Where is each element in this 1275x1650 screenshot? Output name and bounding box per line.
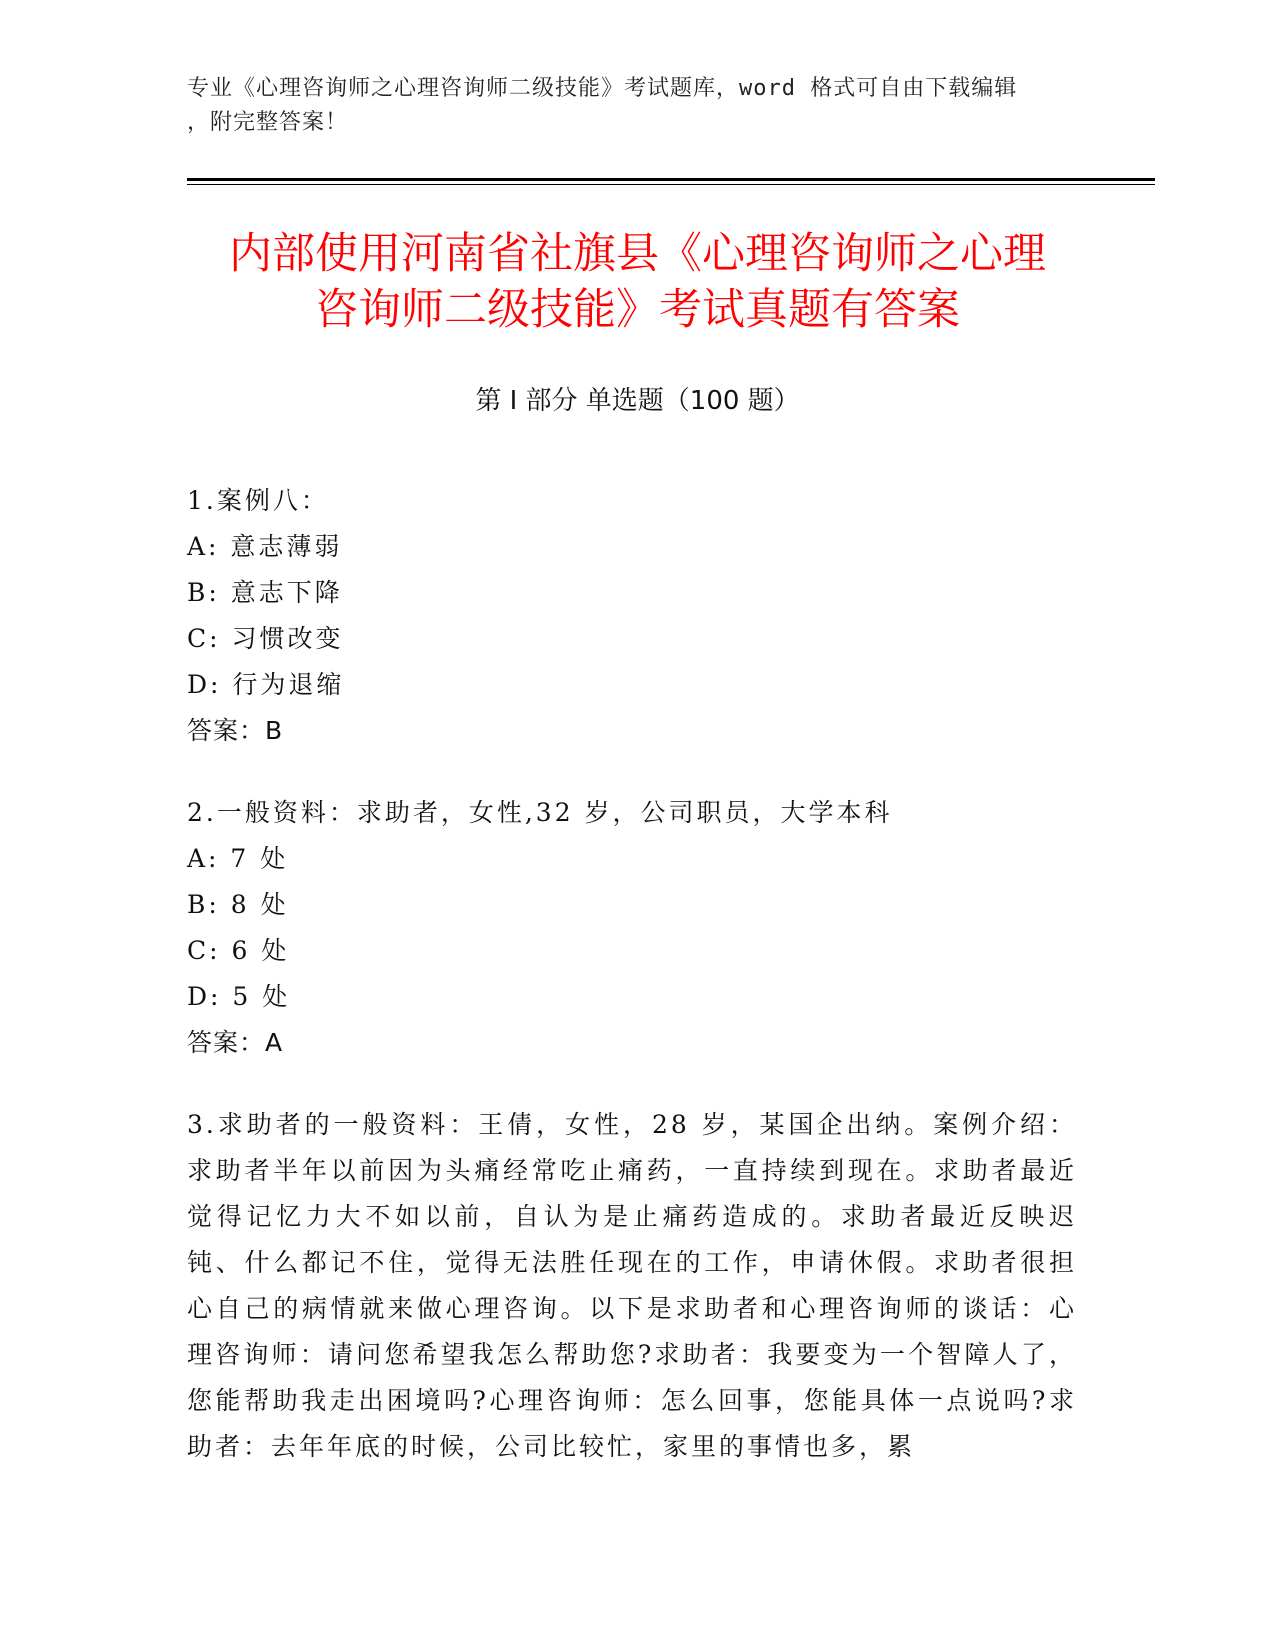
header-rule-thin — [187, 184, 1155, 185]
header-note — [187, 72, 1067, 140]
option-a: A: 7 处 — [187, 844, 289, 873]
option-d: D: 行为退缩 — [187, 670, 345, 699]
question-stem: 1.案例八： — [187, 486, 329, 515]
option-a: A: 意志薄弱 — [187, 532, 343, 561]
question-3 — [187, 1102, 1077, 1470]
option-b: B: 8 处 — [187, 890, 289, 919]
question-list — [187, 478, 1077, 1506]
answer: 答案：A — [187, 1028, 284, 1057]
option-c: C: 习惯改变 — [187, 624, 344, 653]
document-title-line-1: 内部使用河南省社旗县《心理咨询师之心理 — [229, 229, 1046, 279]
header-note-line-2: ，附完整答案！ — [187, 110, 349, 135]
option-d: D: 5 处 — [187, 982, 291, 1011]
option-b: B: 意志下降 — [187, 578, 343, 607]
section-heading: 第 I 部分 单选题（100 题） — [475, 386, 800, 416]
question-stem: 3.求助者的一般资料：王倩，女性，28 岁，某国企出纳。案例介绍：求助者半年以前因为头痛经常吃止痛药，一直持续到现在。求助者最近觉得记忆力大不如以前，自认为是止痛药造成的。求助者最近反映迟钝、什么都记不住，觉得无法胜任现在的工作，申请休假。求助者很担心自己的病情就来做心理咨询。以下是求助者和心理咨询师的谈话：心理咨询师：请问您希望我怎么帮助您?求助者：我要变为一个智障人了，您能帮助我走出困境吗?心理咨询师：怎么回事，您能具体一点说吗?求助者：去年年底的时候，公司比较忙，家里的事情也多，累 — [187, 1110, 1077, 1461]
question-1 — [187, 478, 1077, 754]
document-title-line-2: 咨询师二级技能》考试真题有答案 — [315, 285, 960, 335]
answer: 答案：B — [187, 716, 284, 745]
document-title — [150, 226, 1125, 338]
header-rule-thick — [187, 178, 1155, 181]
question-2 — [187, 790, 1077, 1066]
header-note-line-1: 专业《心理咨询师之心理咨询师二级技能》考试题库，word 格式可自由下载编辑 — [187, 76, 1018, 101]
question-stem: 2.一般资料：求助者，女性,32 岁，公司职员，大学本科 — [187, 798, 893, 827]
option-c: C: 6 处 — [187, 936, 290, 965]
